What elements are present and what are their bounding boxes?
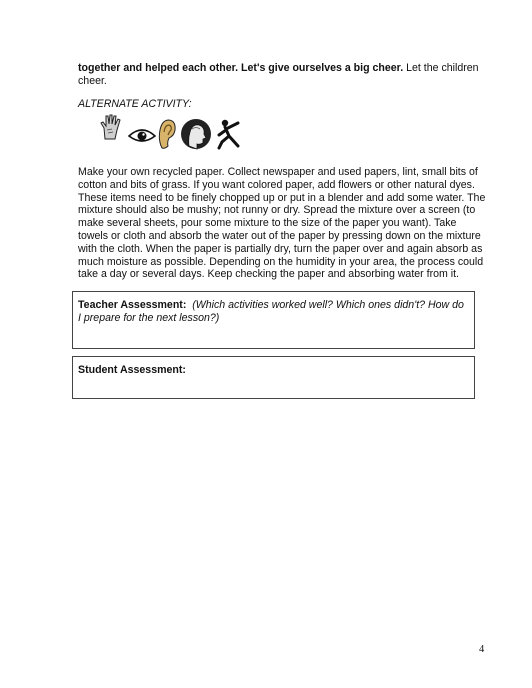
ear-icon bbox=[156, 118, 178, 150]
teacher-assessment-prompt: (Which activities worked well? Which ones didn't? How do I prepare for the next lesson?) bbox=[78, 299, 464, 324]
teacher-assessment-box bbox=[72, 291, 475, 349]
intro-paragraph bbox=[78, 62, 488, 88]
hand-icon bbox=[100, 114, 122, 140]
eye-icon bbox=[128, 126, 156, 144]
intro-bold-text: together and helped each other. Let's give ourselves a big cheer. bbox=[78, 62, 404, 74]
alternate-activity-heading: ALTERNATE ACTIVITY: bbox=[78, 98, 192, 110]
body-movement-icon bbox=[216, 118, 246, 150]
sense-icons-row bbox=[98, 114, 258, 158]
head-icon bbox=[180, 116, 212, 152]
intro-rest-text: Let the children cheer. bbox=[78, 62, 479, 87]
teacher-assessment-label: Teacher Assessment: bbox=[78, 299, 187, 311]
recycled-paper-instructions: Make your own recycled paper. Collect newspaper and used papers, lint, small bits of cotton and bits of grass. If you want colored paper, add flowers or other natural dyes. These items need to be finely chopped up or put in a blender and add some water. The mixture should also be mushy; not runny or dry. Spread the mixture over a screen (to make several sheets, pour some mixture to the size of the paper you want). Take towels or cloth and absorb the water out of the paper by pressing down on the mixture with the cloth. When the paper is partially dry, turn the paper over and again absorb as much moisture as possible. Depending on the humidity in your area, the process could take a day or several days. Keep checking the paper and absorbing water from it. bbox=[78, 166, 486, 281]
student-assessment-box bbox=[72, 356, 475, 399]
page-number: 4 bbox=[479, 644, 485, 655]
student-assessment-label: Student Assessment: bbox=[78, 364, 186, 376]
